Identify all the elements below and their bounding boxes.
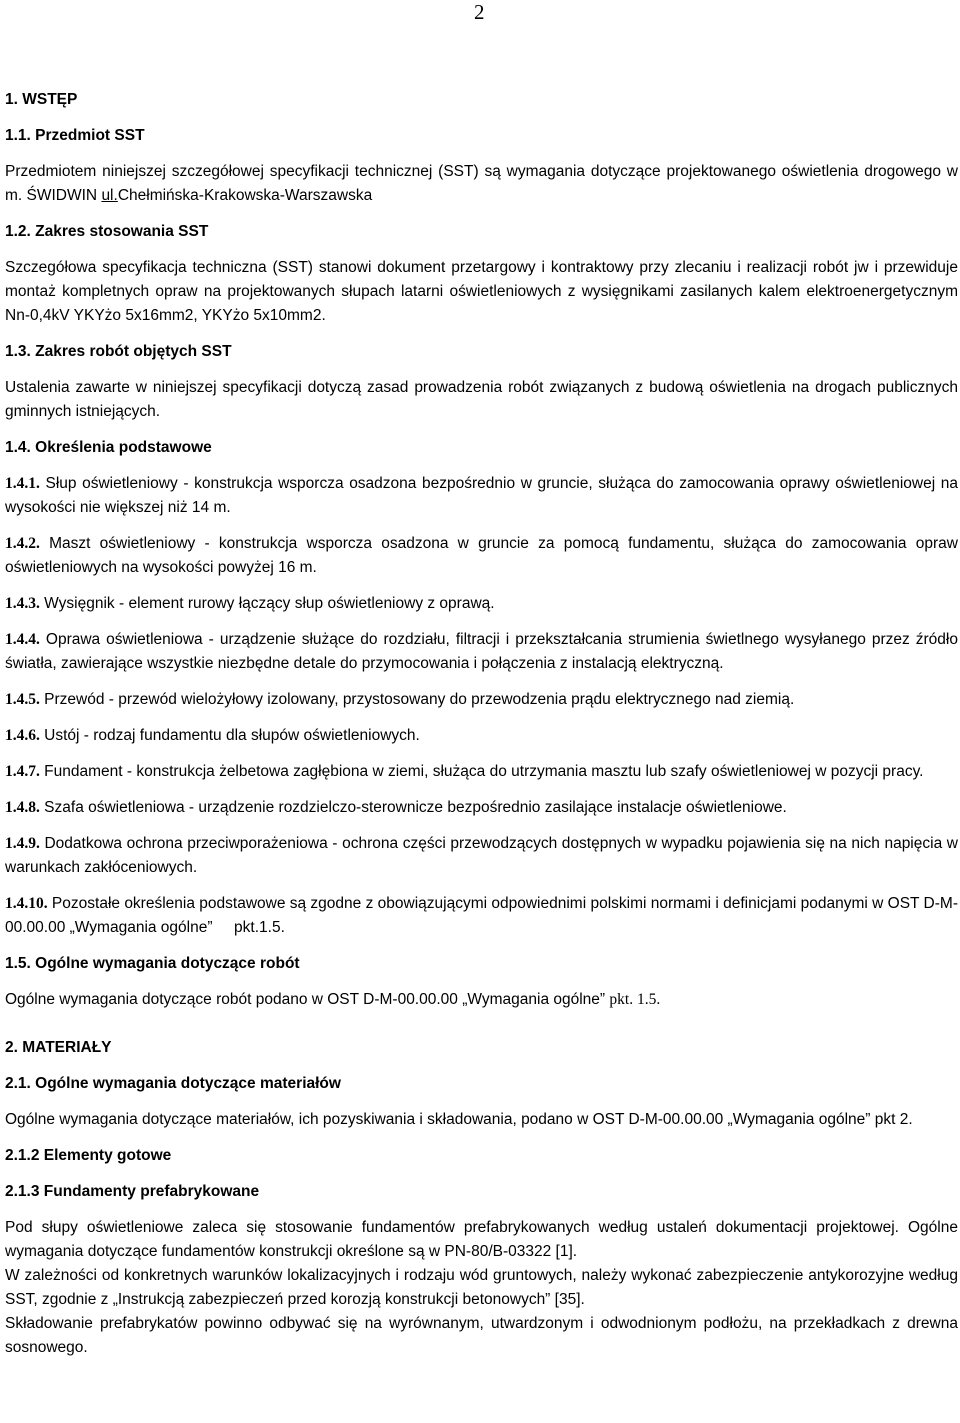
- definition-text: Przewód - przewód wielożyłowy izolowany, przystosowany do przewodzenia prądu elektrycznego nad ziemią.: [39, 691, 795, 708]
- definition-number: 1.4.10.: [5, 895, 48, 912]
- section-1-5-text: [5, 988, 958, 1012]
- section-1-4-title: 1.4. Określenia podstawowe: [5, 439, 212, 456]
- section-1-1-text-link: ul.: [101, 187, 118, 204]
- document-body: [5, 88, 958, 1360]
- definition-text: Maszt oświetleniowy - konstrukcja wsporcza osadzona w gruncie za pomocą fundamentu, służąca do zamocowania opraw oświetleniowych na wysokości powyżej 16 m.: [5, 535, 958, 576]
- section-1-3-text: Ustalenia zawarte w niniejszej specyfikacji dotyczą zasad prowadzenia robót związanych z budową oświetlenia na drogach publicznych gminnych istniejących.: [5, 379, 958, 420]
- definition-number: 1.4.1.: [5, 475, 40, 492]
- section-2-title: 2. MATERIAŁY: [5, 1039, 112, 1056]
- definition-number: 1.4.4.: [5, 631, 40, 648]
- section-1-5-text-a: Ogólne wymagania dotyczące robót podano w OST D-M-00.00.00 „Wymagania ogólne”: [5, 991, 610, 1008]
- definition-text: Oprawa oświetleniowa - urządzenie służące do rozdziału, filtracji i przekształcania strumienia świetlnego wysyłanego przez źródło światła, zawierające wszystkie niezbędne detale do przymocowania i połączenia z instalacją elektryczną.: [5, 631, 958, 672]
- definition-item: [5, 796, 958, 820]
- definition-text: Fundament - konstrukcja żelbetowa zagłębiona w ziemi, służąca do utrzymania masztu lub szafy oświetleniowej w pozycji pracy.: [39, 763, 924, 780]
- section-1-1-text-a: Przedmiotem niniejszej szczegółowej specyfikacji technicznej (SST) są wymagania dotyczące projektowanego oświetlenia drogowego w m. ŚWIDWIN: [5, 163, 958, 204]
- section-2-1-2-title: 2.1.2 Elementy gotowe: [5, 1147, 172, 1164]
- definition-text: Ustój - rodzaj fundamentu dla słupów oświetleniowych.: [39, 727, 420, 744]
- section-2-1-text: Ogólne wymagania dotyczące materiałów, ich pozyskiwania i składowania, podano w OST D-M-00.00.00 „Wymagania ogólne” pkt 2.: [5, 1111, 913, 1128]
- section-1-1-title: 1.1. Przedmiot SST: [5, 127, 145, 144]
- definition-number: 1.4.9.: [5, 835, 40, 852]
- section-1-1-text-b: Chełmińska-Krakowska-Warszawska: [117, 187, 373, 204]
- definition-number: 1.4.7.: [5, 763, 40, 780]
- definition-item: [5, 592, 958, 616]
- section-1-3-title: 1.3. Zakres robót objętych SST: [5, 343, 232, 360]
- definition-text: Dodatkowa ochrona przeciwporażeniowa - ochrona części przewodzących dostępnych w wypadku pojawienia się na nich napięcia w warunkach zakłóceniowych.: [5, 835, 958, 876]
- section-1-5-text-b: pkt. 1.5.: [609, 991, 661, 1008]
- definition-number: 1.4.5.: [5, 691, 40, 708]
- definition-item: [5, 472, 958, 520]
- definition-item: [5, 760, 958, 784]
- section-1-2-text: Szczegółowa specyfikacja techniczna (SST) stanowi dokument przetargowy i kontraktowy przy zlecaniu i realizacji robót jw i przewiduje montaż kompletnych opraw na projektowanych słupach latarni oświetleniowych z wysięgnikami zasilanych kalem elektroenergetycznym Nn-0,4kV YKYżo 5x16mm2, YKYżo 5x10mm2.: [5, 259, 958, 324]
- definition-number: 1.4.2.: [5, 535, 40, 552]
- section-1-1-text: [5, 160, 958, 208]
- definition-number: 1.4.8.: [5, 799, 40, 816]
- page-number: 2: [474, 0, 485, 24]
- definition-text: Pozostałe określenia podstawowe są zgodne z obowiązującymi odpowiednimi polskimi normami i definicjami podanymi w OST D-M-00.00.00 „Wymagania ogólne” pkt.1.5.: [5, 895, 958, 936]
- section-1-title: 1. WSTĘP: [5, 91, 78, 108]
- section-2-1-3-text-3: Składowanie prefabrykatów powinno odbywać się na wyrównanym, utwardzonym i odwodnionym podłożu, na przekładkach z drewna sosnowego.: [5, 1315, 958, 1356]
- definition-number: 1.4.3.: [5, 595, 40, 612]
- definition-text: Szafa oświetleniowa - urządzenie rozdzielczo-sterownicze bezpośrednio zasilające instalacje oświetleniowe.: [39, 799, 787, 816]
- section-1-2-title: 1.2. Zakres stosowania SST: [5, 223, 209, 240]
- section-2-1-3-title: 2.1.3 Fundamenty prefabrykowane: [5, 1183, 260, 1200]
- definition-item: [5, 628, 958, 676]
- definition-text: Wysięgnik - element rurowy łączący słup oświetleniowy z oprawą.: [39, 595, 495, 612]
- definition-item: [5, 532, 958, 580]
- definition-item: [5, 688, 958, 712]
- section-2-1-3-text-2: W zależności od konkretnych warunków lokalizacyjnych i rodzaju wód gruntowych, należy wykonać zabezpieczenie antykorozyjne według SST, zgodnie z „Instrukcją zabezpieczeń przed korozją konstrukcji betonowych” [35].: [5, 1267, 958, 1308]
- definition-number: 1.4.6.: [5, 727, 40, 744]
- definition-item: [5, 724, 958, 748]
- definition-item: [5, 892, 958, 940]
- section-1-5-title: 1.5. Ogólne wymagania dotyczące robót: [5, 955, 300, 972]
- definition-text: Słup oświetleniowy - konstrukcja wsporcza osadzona bezpośrednio w gruncie, służąca do zamocowania oprawy oświetleniowej na wysokości nie większej niż 14 m.: [5, 475, 958, 516]
- section-2-1-title: 2.1. Ogólne wymagania dotyczące materiałów: [5, 1075, 341, 1092]
- definition-item: [5, 832, 958, 880]
- section-2-1-3-text-1: Pod słupy oświetleniowe zaleca się stosowanie fundamentów prefabrykowanych według ustaleń dokumentacji projektowej. Ogólne wymagania dotyczące fundamentów konstrukcji określone są w PN-80/B-03322 [1].: [5, 1219, 958, 1260]
